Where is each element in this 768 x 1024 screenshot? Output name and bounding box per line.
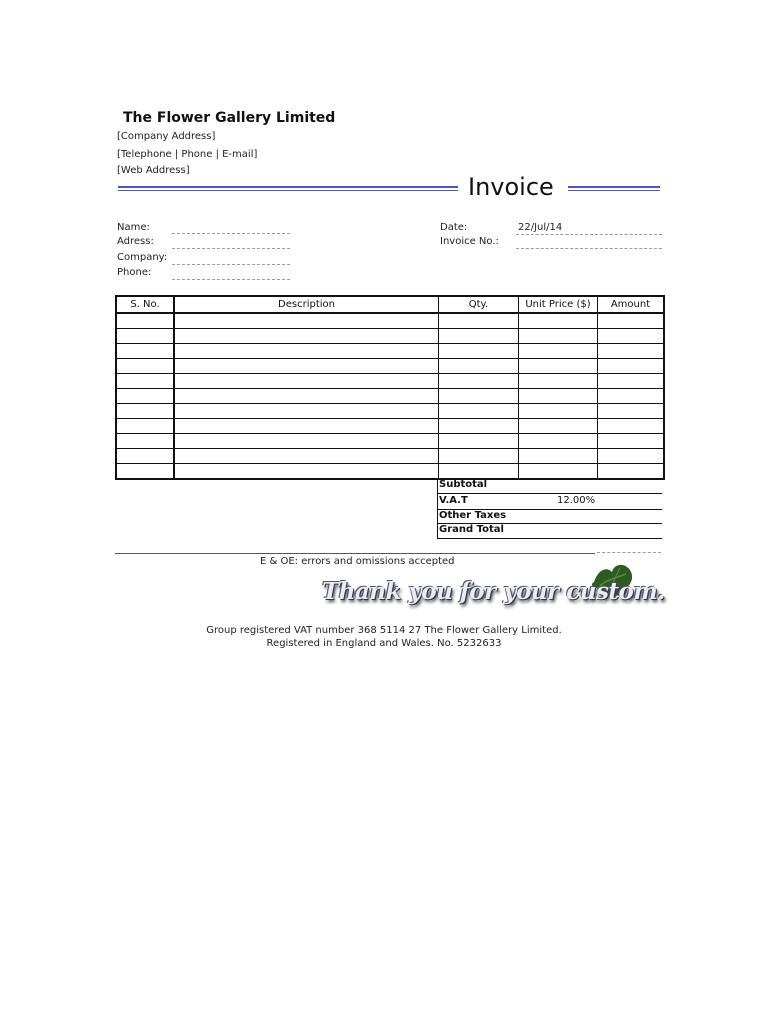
phone-label: Phone: xyxy=(117,267,152,278)
cell-amount[interactable] xyxy=(598,464,665,480)
cell-description[interactable] xyxy=(174,464,439,480)
invoice-title: Invoice xyxy=(468,173,554,201)
table-row xyxy=(116,374,664,389)
subtotal-line xyxy=(437,493,662,494)
subtotal-label: Subtotal xyxy=(439,479,488,490)
grand-total-row xyxy=(437,524,662,538)
bottom-rule xyxy=(115,553,595,554)
cell-description[interactable] xyxy=(174,329,439,344)
table-row xyxy=(116,404,664,419)
cell-description[interactable] xyxy=(174,449,439,464)
cell-qty[interactable] xyxy=(439,434,519,449)
table-row xyxy=(116,419,664,434)
cell-sno[interactable] xyxy=(116,313,174,329)
date-label: Date: xyxy=(440,222,468,233)
table-row xyxy=(116,344,664,359)
grand-total-line xyxy=(437,538,662,539)
date-field[interactable] xyxy=(516,234,662,235)
cell-unit-price[interactable] xyxy=(519,374,598,389)
cell-unit-price[interactable] xyxy=(519,389,598,404)
table-row xyxy=(116,313,664,329)
other-taxes-row xyxy=(437,510,662,524)
cell-sno[interactable] xyxy=(116,449,174,464)
footer-vat-line: Group registered VAT number 368 5114 27 The Flower Gallery Limited. xyxy=(206,625,562,636)
cell-qty[interactable] xyxy=(439,419,519,434)
company-name: The Flower Gallery Limited xyxy=(123,110,336,126)
signature-field xyxy=(597,552,661,553)
table-row xyxy=(116,329,664,344)
company-address: [Company Address] xyxy=(117,131,216,142)
cell-description[interactable] xyxy=(174,344,439,359)
cell-description[interactable] xyxy=(174,389,439,404)
company-contact: [Telephone | Phone | E-mail] xyxy=(117,149,258,160)
cell-unit-price[interactable] xyxy=(519,464,598,480)
other-taxes-label: Other Taxes xyxy=(439,510,507,521)
cell-qty[interactable] xyxy=(439,344,519,359)
cell-description[interactable] xyxy=(174,404,439,419)
cell-sno[interactable] xyxy=(116,374,174,389)
cell-description[interactable] xyxy=(174,359,439,374)
col-header-sno: S. No. xyxy=(116,296,174,313)
col-header-qty: Qty. xyxy=(439,296,519,313)
cell-amount[interactable] xyxy=(598,434,665,449)
name-field[interactable] xyxy=(172,233,290,234)
cell-amount[interactable] xyxy=(598,329,665,344)
cell-sno[interactable] xyxy=(116,419,174,434)
col-header-unit-price: Unit Price ($) xyxy=(519,296,598,313)
cell-qty[interactable] xyxy=(439,449,519,464)
cell-amount[interactable] xyxy=(598,344,665,359)
cell-sno[interactable] xyxy=(116,404,174,419)
table-row xyxy=(116,449,664,464)
grand-total-label: Grand Total xyxy=(439,524,504,535)
cell-qty[interactable] xyxy=(439,329,519,344)
cell-sno[interactable] xyxy=(116,359,174,374)
cell-qty[interactable] xyxy=(439,404,519,419)
cell-sno[interactable] xyxy=(116,329,174,344)
company-web: [Web Address] xyxy=(117,165,190,176)
invoice-no-label: Invoice No.: xyxy=(440,236,499,247)
cell-unit-price[interactable] xyxy=(519,434,598,449)
invoice-no-field[interactable] xyxy=(516,248,662,249)
table-row xyxy=(116,359,664,374)
thank-you-message: Thank you for your custom. xyxy=(322,578,665,605)
totals-left-border xyxy=(437,479,438,539)
cell-qty[interactable] xyxy=(439,313,519,329)
col-header-description: Description xyxy=(174,296,439,313)
subtotal-row xyxy=(437,479,662,493)
cell-description[interactable] xyxy=(174,374,439,389)
cell-amount[interactable] xyxy=(598,313,665,329)
cell-unit-price[interactable] xyxy=(519,449,598,464)
cell-amount[interactable] xyxy=(598,359,665,374)
phone-field[interactable] xyxy=(172,279,290,280)
cell-description[interactable] xyxy=(174,419,439,434)
title-rule-right xyxy=(568,186,660,188)
cell-sno[interactable] xyxy=(116,344,174,359)
date-value: 22/Jul/14 xyxy=(518,222,563,233)
col-header-amount: Amount xyxy=(598,296,665,313)
vat-row xyxy=(437,495,662,509)
company-field[interactable] xyxy=(172,264,290,265)
table-row xyxy=(116,389,664,404)
table-header-row xyxy=(116,296,664,313)
table-row xyxy=(116,464,664,480)
cell-qty[interactable] xyxy=(439,374,519,389)
vat-value: 12.00% xyxy=(557,495,596,506)
cell-unit-price[interactable] xyxy=(519,313,598,329)
cell-unit-price[interactable] xyxy=(519,344,598,359)
cell-unit-price[interactable] xyxy=(519,359,598,374)
address-label: Adress: xyxy=(117,236,154,247)
cell-sno[interactable] xyxy=(116,464,174,480)
eoe-note: E & OE: errors and omissions accepted xyxy=(260,556,455,567)
cell-qty[interactable] xyxy=(439,464,519,480)
cell-amount[interactable] xyxy=(598,404,665,419)
cell-amount[interactable] xyxy=(598,419,665,434)
cell-unit-price[interactable] xyxy=(519,419,598,434)
cell-description[interactable] xyxy=(174,313,439,329)
cell-sno[interactable] xyxy=(116,434,174,449)
cell-amount[interactable] xyxy=(598,389,665,404)
cell-amount[interactable] xyxy=(598,374,665,389)
address-field[interactable] xyxy=(172,248,290,249)
cell-description[interactable] xyxy=(174,434,439,449)
name-label: Name: xyxy=(117,222,150,233)
title-rule-left-thin xyxy=(118,190,458,191)
title-rule-right-thin xyxy=(568,190,660,191)
cell-qty[interactable] xyxy=(439,389,519,404)
footer-registration-line: Registered in England and Wales. No. 5232633 xyxy=(266,638,502,649)
cell-unit-price[interactable] xyxy=(519,329,598,344)
cell-sno[interactable] xyxy=(116,389,174,404)
table-row xyxy=(116,434,664,449)
items-table xyxy=(115,295,665,480)
cell-unit-price[interactable] xyxy=(519,404,598,419)
cell-amount[interactable] xyxy=(598,449,665,464)
vat-label: V.A.T xyxy=(439,495,468,506)
cell-qty[interactable] xyxy=(439,359,519,374)
company-label: Company: xyxy=(117,252,168,263)
title-rule-left xyxy=(118,186,458,188)
